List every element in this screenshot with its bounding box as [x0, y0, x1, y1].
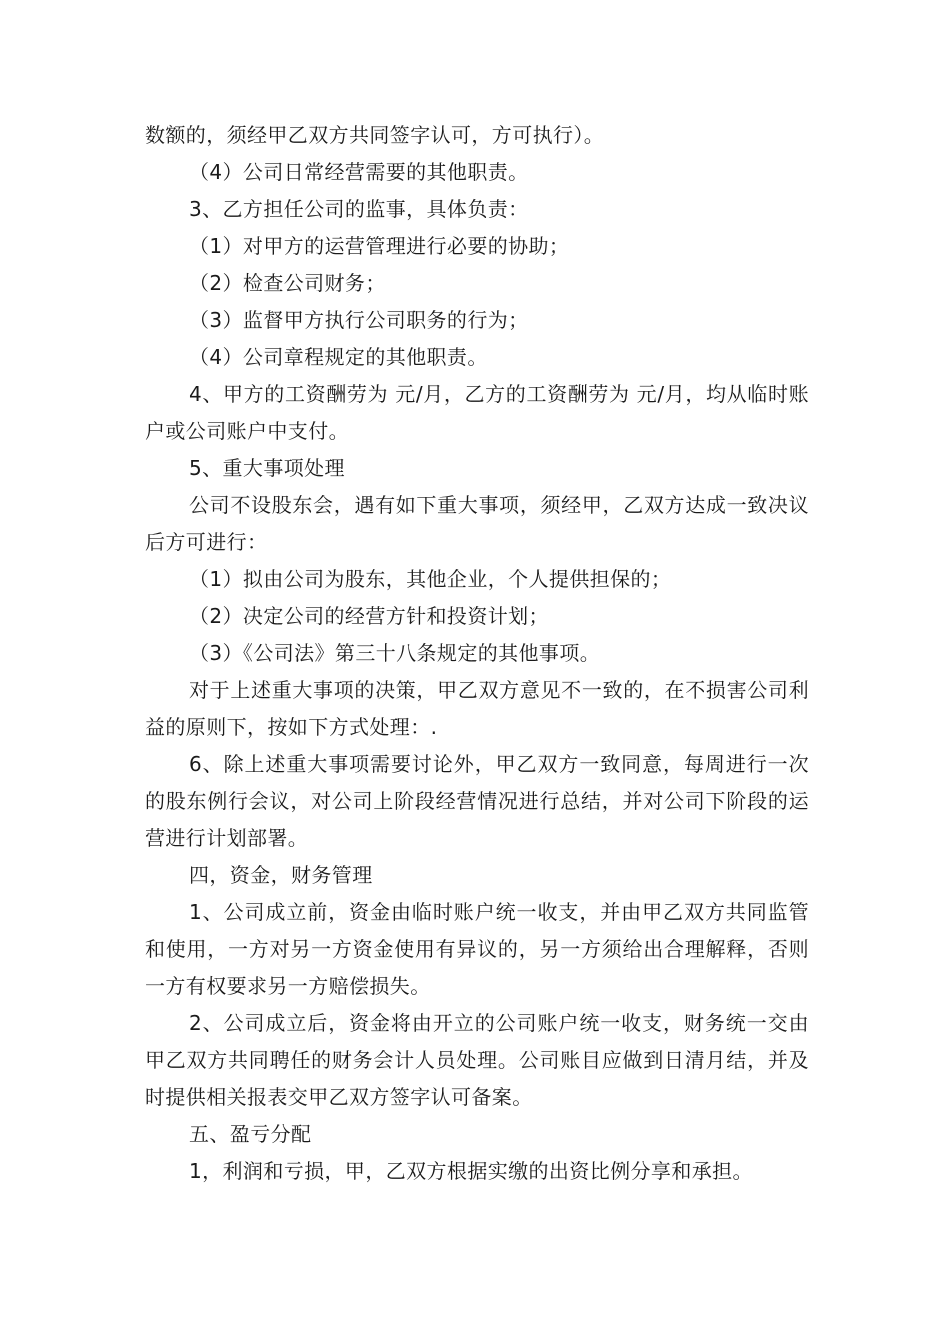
- paragraph: （3）《公司法》第三十八条规定的其他事项。: [189, 641, 601, 665]
- section-heading: 四，资金，财务管理: [189, 863, 373, 887]
- paragraph: 1、公司成立前，资金由临时账户统一收支，并由甲乙双方共同监管和使用，一方对另一方资金使用有异议的，另一方须给出合理解释，否则一方有权要求另一方赔偿损失。: [145, 900, 809, 998]
- paragraph: 2、公司成立后，资金将由开立的公司账户统一收支，财务统一交由甲乙双方共同聘任的财务会计人员处理。公司账目应做到日清月结，并及时提供相关报表交甲乙双方签字认可备案。: [145, 1011, 809, 1109]
- document-body: [145, 117, 809, 1190]
- paragraph: 4、甲方的工资酬劳为 元/月，乙方的工资酬劳为 元/月，均从临时账户或公司账户中支付。: [145, 382, 809, 443]
- paragraph: （2）决定公司的经营方针和投资计划；: [189, 604, 549, 628]
- paragraph: （4）公司日常经营需要的其他职责。: [189, 160, 529, 184]
- section-heading: 五、盈亏分配: [189, 1122, 312, 1146]
- paragraph: 1，利润和亏损，甲，乙双方根据实缴的出资比例分享和承担。: [189, 1159, 753, 1183]
- paragraph: （1）对甲方的运营管理进行必要的协助；: [189, 234, 570, 258]
- paragraph: （4）公司章程规定的其他职责。: [189, 345, 488, 369]
- paragraph: 6、除上述重大事项需要讨论外，甲乙双方一致同意，每周进行一次的股东例行会议，对公司上阶段经营情况进行总结，并对公司下阶段的运营进行计划部署。: [145, 752, 809, 850]
- paragraph: 5、重大事项处理: [189, 456, 345, 480]
- paragraph: （1）拟由公司为股东，其他企业，个人提供担保的；: [189, 567, 672, 591]
- paragraph: 对于上述重大事项的决策，甲乙双方意见不一致的，在不损害公司利益的原则下，按如下方式处理：.: [145, 678, 809, 739]
- paragraph: 公司不设股东会，遇有如下重大事项，须经甲，乙双方达成一致决议后方可进行：: [145, 493, 809, 554]
- paragraph: 数额的，须经甲乙双方共同签字认可，方可执行）。: [145, 123, 605, 147]
- paragraph: （3）监督甲方执行公司职务的行为；: [189, 308, 529, 332]
- paragraph: 3、乙方担任公司的监事，具体负责：: [189, 197, 529, 221]
- paragraph: （2）检查公司财务；: [189, 271, 386, 295]
